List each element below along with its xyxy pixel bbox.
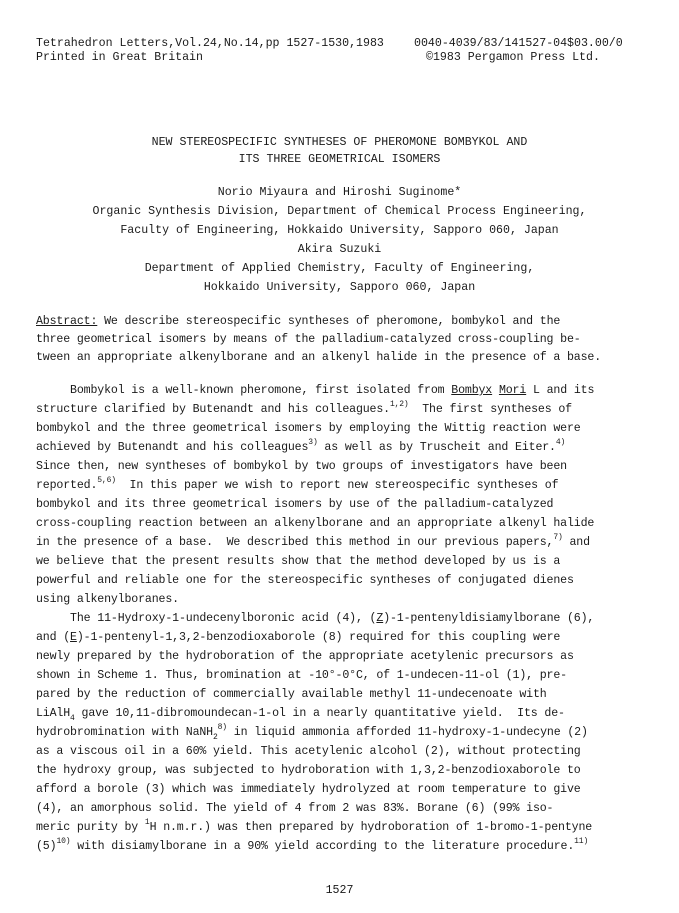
- citation: 1,2): [389, 400, 409, 409]
- text: Bombykol is a well-known pheromone, first isolated from: [36, 384, 452, 397]
- subscript: 4: [70, 714, 75, 723]
- stereo-descriptor: Z: [376, 612, 384, 625]
- abstract-label: Abstract:: [36, 315, 98, 328]
- para1-line-5: Since then, new syntheses of bombykol by two groups of investigators have been: [36, 460, 567, 473]
- text: meric purity by: [36, 821, 145, 834]
- abstract-text: We describe stereospecific syntheses of pheromone, bombykol and the: [97, 315, 561, 328]
- text: and (: [36, 631, 71, 644]
- para2-line-13: [36, 837, 589, 853]
- page-number: 1527: [325, 884, 354, 897]
- para1-line-8: cross-coupling reaction between an alkenylborane and an appropriate alkenyl halide: [36, 517, 595, 530]
- para2-line-3: newly prepared by the hydroboration of the appropriate acetylenic precursors as: [36, 650, 574, 663]
- abstract-line-3: tween an appropriate alkenylborane and an alkenyl halide in the presence of a base.: [36, 351, 602, 364]
- para2-line-5: pared by the reduction of commercially available methyl 11-undecenoate with: [36, 688, 547, 701]
- stereo-descriptor: E: [70, 631, 77, 644]
- title-line-2: ITS THREE GEOMETRICAL ISOMERS: [238, 153, 441, 166]
- text: with disiamylborane in a 90% yield according to the literature procedure.: [70, 840, 575, 853]
- text: gave 10,11-dibromoundecan-1-ol in a nearly quantitative yield. Its de-: [74, 707, 565, 720]
- text: hydrobromination with NaNH: [36, 726, 213, 739]
- para1-line-3: bombykol and the three geometrical isomers by employing the Wittig reaction were: [36, 422, 581, 435]
- para1-line-2: [36, 400, 572, 416]
- citation: 11): [574, 837, 589, 846]
- para1-line-12: using alkenylboranes.: [36, 593, 179, 606]
- citation: 7): [553, 533, 563, 542]
- journal-citation: Tetrahedron Letters,Vol.24,No.14,pp 1527-1530,1983: [36, 37, 384, 50]
- text: H n.m.r.) was then prepared by hydroboration of 1-bromo-1-pentyne: [149, 821, 593, 834]
- para2-line-6: [36, 707, 565, 723]
- copyright-notice: ©1983 Pergamon Press Ltd.: [426, 51, 600, 64]
- species-name: Bombyx: [451, 384, 493, 397]
- issn-code: 0040-4039/83/141527-04$03.00/0: [414, 37, 623, 50]
- para1-line-9: [36, 533, 590, 549]
- printed-in: Printed in Great Britain: [36, 51, 203, 64]
- affiliation-1-line-2: Faculty of Engineering, Hokkaido University, Sapporo 060, Japan: [120, 224, 559, 237]
- para1-line-4: [36, 438, 566, 454]
- abstract-line-1: [36, 315, 560, 328]
- text: The first syntheses of: [408, 403, 572, 416]
- para1-line-1: [36, 384, 594, 397]
- para1-line-6: [36, 476, 559, 492]
- text: as well as by Truscheit and Eiter.: [317, 441, 556, 454]
- text: [492, 384, 499, 397]
- citation: 8): [217, 723, 227, 732]
- affiliation-1-line-1: Organic Synthesis Division, Department of Chemical Process Engineering,: [92, 205, 587, 218]
- citation: 4): [555, 438, 566, 447]
- text: LiAlH: [36, 707, 71, 720]
- para2-line-11: (4), an amorphous solid. The yield of 4 from 2 was 83%. Borane (6) (99% iso-: [36, 802, 554, 815]
- para1-line-11: powerful and reliable one for the stereospecific syntheses of conjugated dienes: [36, 574, 574, 587]
- citation: 10): [56, 837, 71, 846]
- species-name: Mori: [498, 384, 527, 397]
- text: in the presence of a base. We described this method in our previous papers,: [36, 536, 554, 549]
- citation: 3): [308, 438, 318, 447]
- para2-line-1: [36, 612, 594, 625]
- text: L and its: [526, 384, 595, 397]
- citation: 5,6): [97, 476, 116, 485]
- text: reported.: [36, 479, 98, 492]
- superscript: 1: [144, 818, 150, 827]
- para2-line-12: [36, 818, 593, 834]
- para2-line-8: as a viscous oil in a 60% yield. This acetylenic alcohol (2), without protecting: [36, 745, 581, 758]
- text: in liquid ammonia afforded 11-hydroxy-1-undecyne (2): [226, 726, 588, 739]
- authors: Norio Miyaura and Hiroshi Suginome*: [217, 186, 462, 199]
- para1-line-10: we believe that the present results show that the method developed by us is a: [36, 555, 561, 568]
- title-line-1: NEW STEREOSPECIFIC SYNTHESES OF PHEROMONE BOMBYKOL AND: [151, 136, 528, 149]
- text: The 11-Hydroxy-1-undecenylboronic acid (4), (: [36, 612, 377, 625]
- para2-line-7: [36, 723, 588, 742]
- para2-line-9: the hydroxy group, was subjected to hydroboration with 1,3,2-benzodioxaborole to: [36, 764, 581, 777]
- para1-line-7: bombykol and its three geometrical isomers by use of the palladium-catalyzed: [36, 498, 554, 511]
- text: (5): [36, 840, 57, 853]
- text: )-1-pentenyldisiamylborane (6),: [383, 612, 595, 625]
- para2-line-10: afford a borole (3) which was immediately hydrolyzed at room temperature to give: [36, 783, 581, 796]
- author-2: Akira Suzuki: [297, 243, 382, 256]
- para2-line-4: shown in Scheme 1. Thus, bromination at -10°-0°C, of 1-undecen-11-ol (1), pre-: [36, 669, 567, 682]
- text: structure clarified by Butenandt and his colleagues.: [36, 403, 390, 416]
- subscript: 2: [213, 733, 218, 742]
- affiliation-2-line-1: Department of Applied Chemistry, Faculty of Engineering,: [144, 262, 535, 275]
- text: In this paper we wish to report new stereospecific syntheses of: [115, 479, 559, 492]
- text: )-1-pentenyl-1,3,2-benzodioxaborole (8) required for this coupling were: [76, 631, 561, 644]
- para2-line-2: [36, 631, 560, 644]
- abstract-line-2: three geometrical isomers by means of the palladium-catalyzed cross-coupling be-: [36, 333, 581, 346]
- affiliation-2-line-2: Hokkaido University, Sapporo 060, Japan: [203, 281, 476, 294]
- text: and: [562, 536, 590, 549]
- text: achieved by Butenandt and his colleagues: [36, 441, 309, 454]
